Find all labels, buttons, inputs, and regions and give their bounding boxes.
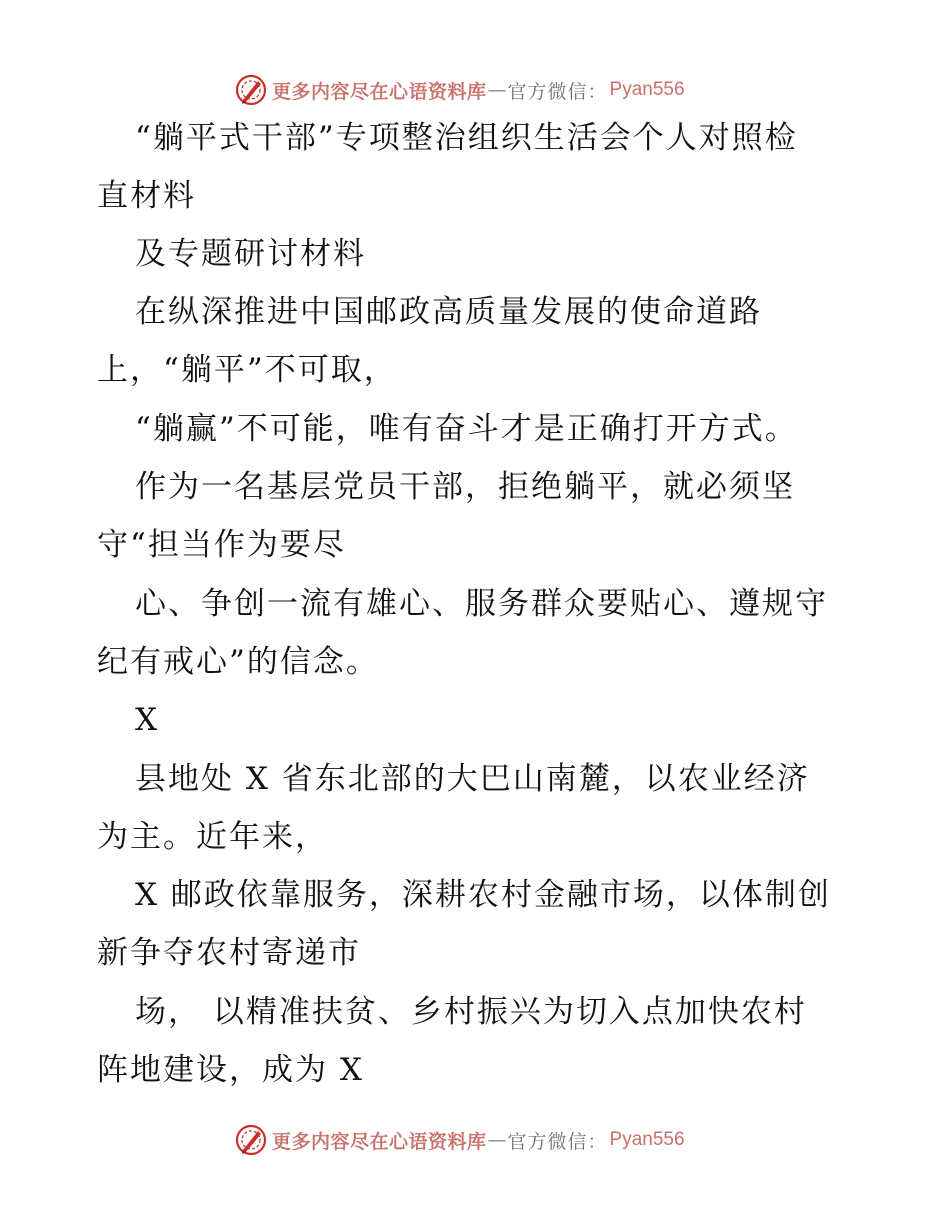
- pen-logo-icon: [234, 73, 268, 107]
- text-line: 场， 以精准扶贫、乡村振兴为切入点加快农村: [135, 994, 807, 1030]
- text-line: 作为一名基层党员干部，拒绝躺平，就必须坚: [135, 469, 795, 505]
- text-line: “躺赢”不可能，唯有奋斗才是正确打开方式。: [135, 411, 798, 447]
- text-line: 为主。近年来，: [97, 819, 328, 855]
- header-watermark: [234, 72, 754, 108]
- text-line: 阵地建设，成为 X: [97, 1052, 364, 1088]
- watermark-brand-text: 更多内容尽在心语资料库: [272, 80, 487, 103]
- text-line: X 邮政依靠服务，深耕农村金融市场，以体制创: [135, 877, 831, 913]
- watermark-wechat-id: Pyan556: [609, 79, 685, 100]
- text-line: 守“担当作为要尽: [97, 527, 346, 563]
- watermark-dash: —: [487, 79, 507, 101]
- watermark-official-label: 官方微信：: [507, 80, 608, 103]
- text-line: 上，“躺平”不可取，: [97, 352, 397, 388]
- text-line: 县地处 X 省东北部的大巴山南麓，以农业经济: [135, 761, 810, 797]
- text-line: 纪有戒心”的信念。: [97, 644, 379, 680]
- watermark-wechat-id: Pyan556: [609, 1129, 685, 1150]
- footer-watermark: [234, 1122, 754, 1158]
- watermark-official-label: 官方微信：: [507, 1130, 608, 1153]
- text-line: 在纵深推进中国邮政高质量发展的使命道路: [135, 294, 762, 330]
- text-line: “躺平式干部”专项整治组织生活会个人对照检: [135, 120, 798, 156]
- pen-logo-icon: [234, 1123, 268, 1157]
- watermark-brand-text: 更多内容尽在心语资料库: [272, 1130, 487, 1153]
- text-line: 新争夺农村寄递市: [97, 935, 361, 971]
- text-line: 及专题研讨材料: [135, 236, 366, 272]
- text-line: 直材料: [97, 178, 196, 214]
- text-line: 心、争创一流有雄心、服务群众要贴心、遵规守: [135, 586, 828, 622]
- text-line: X: [135, 702, 160, 738]
- watermark-dash: —: [487, 1129, 507, 1151]
